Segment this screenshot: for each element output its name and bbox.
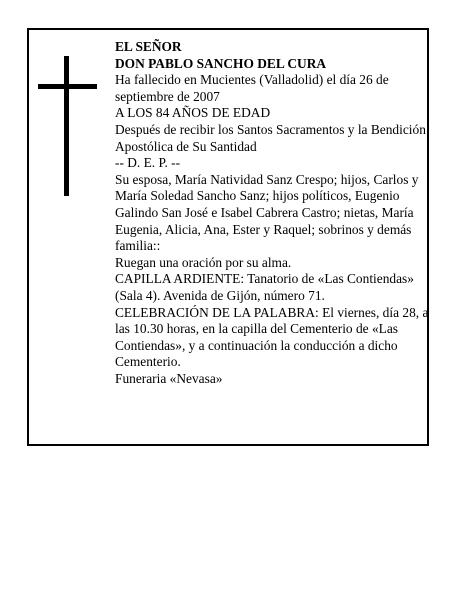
- notice-title: EL SEÑOR: [115, 39, 182, 54]
- prayer-request: Ruegan una oración por su alma.: [115, 254, 292, 270]
- death-statement: Ha fallecido en Mucientes (Valladolid) el día 26 de septiembre de 2007: [115, 72, 389, 104]
- chapel-info: CAPILLA ARDIENTE: Tanatorio de «Las Contiendas» (Sala 4). Avenida de Gijón, número 71.: [115, 271, 414, 303]
- celebration-info: CELEBRACIÓN DE LA PALABRA: El viernes, día 28, a las 10.30 horas, en la capilla del Cementerio de «Las Contiendas», y a continuación la conducción a dicho Cementerio.: [115, 304, 429, 370]
- cross-horizontal-bar: [38, 84, 97, 89]
- age-statement: A LOS 84 AÑOS DE EDAD: [115, 105, 271, 121]
- obituary-text: [115, 39, 437, 387]
- deceased-name: DON PABLO SANCHO DEL CURA: [115, 55, 327, 71]
- rip-line: -- D. E. P. --: [115, 155, 181, 171]
- cross-vertical-bar: [64, 56, 69, 196]
- sacraments-statement: Después de recibir los Santos Sacramentos y la Bendición Apostólica de Su Santidad: [115, 121, 426, 154]
- family-list: Su esposa, María Natividad Sanz Crespo; hijos, Carlos y María Soledad Sancho Sanz; hijos políticos, Eugenio Galindo San José e Isabel Cabrera Castro; nietas, María Eugenia, Alicia, Ana, Ester y Raquel; sobrinos y demás familia::: [115, 171, 419, 254]
- funeral-home: Funeraria «Nevasa»: [115, 370, 223, 386]
